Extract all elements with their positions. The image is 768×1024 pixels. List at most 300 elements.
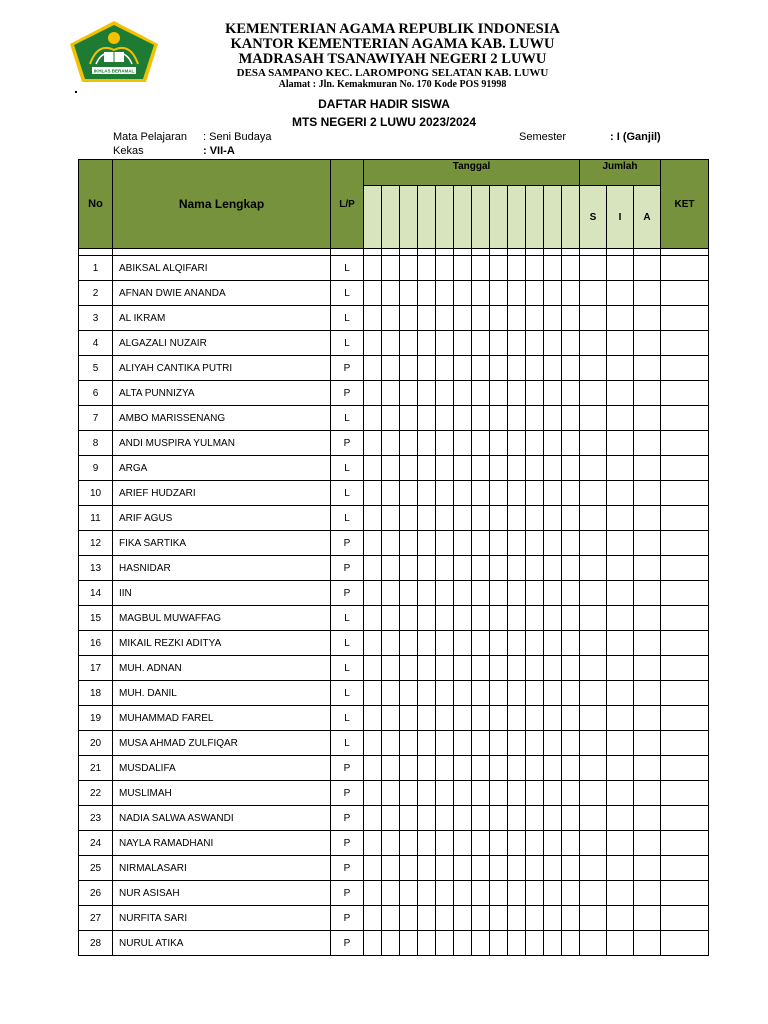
date-cell <box>562 186 580 249</box>
student-name: MUSDALIFA <box>113 756 331 781</box>
attendance-cell <box>508 706 526 731</box>
attendance-cell <box>400 456 418 481</box>
letterhead-village: DESA SAMPANO KEC. LAROMPONG SELATAN KAB. LUWU <box>236 67 549 79</box>
attendance-cell <box>364 806 382 831</box>
attendance-cell <box>382 806 400 831</box>
attendance-cell <box>472 431 490 456</box>
attendance-cell <box>418 781 436 806</box>
attendance-cell <box>436 581 454 606</box>
attendance-cell <box>544 306 562 331</box>
student-gender: L <box>331 481 364 506</box>
attendance-cell <box>400 306 418 331</box>
remark-cell <box>661 856 709 881</box>
attendance-cell <box>436 881 454 906</box>
attendance-cell <box>454 481 472 506</box>
attendance-cell <box>418 556 436 581</box>
attendance-cell <box>490 256 508 281</box>
total-cell <box>607 581 634 606</box>
attendance-cell <box>364 281 382 306</box>
attendance-cell <box>490 431 508 456</box>
total-cell <box>607 606 634 631</box>
letterhead-address: Alamat : Jln. Kemakmuran No. 170 Kode POS 91998 <box>278 79 507 90</box>
attendance-cell <box>526 831 544 856</box>
total-cell <box>634 281 661 306</box>
attendance-cell <box>472 881 490 906</box>
attendance-cell <box>364 631 382 656</box>
attendance-cell <box>544 831 562 856</box>
attendance-cell <box>400 856 418 881</box>
attendance-cell <box>364 656 382 681</box>
row-number: 9 <box>79 456 113 481</box>
total-cell <box>580 456 607 481</box>
table-row <box>79 431 709 456</box>
attendance-cell <box>472 381 490 406</box>
attendance-cell <box>526 606 544 631</box>
attendance-cell <box>508 456 526 481</box>
attendance-cell <box>400 331 418 356</box>
total-cell <box>607 431 634 456</box>
attendance-cell <box>364 756 382 781</box>
attendance-cell <box>400 906 418 931</box>
attendance-cell <box>364 906 382 931</box>
attendance-cell <box>562 331 580 356</box>
student-gender: P <box>331 756 364 781</box>
student-gender: P <box>331 781 364 806</box>
attendance-cell <box>562 531 580 556</box>
total-cell <box>580 781 607 806</box>
attendance-cell <box>562 581 580 606</box>
attendance-cell <box>544 556 562 581</box>
attendance-cell <box>490 631 508 656</box>
total-cell <box>580 706 607 731</box>
attendance-cell <box>382 631 400 656</box>
attendance-cell <box>418 306 436 331</box>
remark-cell <box>661 256 709 281</box>
total-cell <box>607 481 634 506</box>
attendance-cell <box>418 856 436 881</box>
attendance-cell <box>418 881 436 906</box>
table-row <box>79 531 709 556</box>
attendance-cell <box>562 881 580 906</box>
attendance-cell <box>400 831 418 856</box>
attendance-cell <box>562 506 580 531</box>
attendance-cell <box>436 506 454 531</box>
attendance-cell <box>364 356 382 381</box>
attendance-cell <box>400 731 418 756</box>
student-name: ANDI MUSPIRA YULMAN <box>113 431 331 456</box>
attendance-cell <box>490 281 508 306</box>
attendance-cell <box>562 306 580 331</box>
attendance-cell <box>526 306 544 331</box>
attendance-cell <box>526 756 544 781</box>
student-name: NADIA SALWA ASWANDI <box>113 806 331 831</box>
total-cell <box>607 631 634 656</box>
attendance-cell <box>418 931 436 956</box>
attendance-cell <box>454 256 472 281</box>
total-cell <box>634 381 661 406</box>
attendance-cell <box>508 481 526 506</box>
bullet-dot: . <box>74 80 78 96</box>
attendance-cell <box>490 731 508 756</box>
total-cell <box>580 406 607 431</box>
total-cell <box>607 506 634 531</box>
total-cell <box>580 356 607 381</box>
attendance-cell <box>562 456 580 481</box>
student-gender: L <box>331 281 364 306</box>
student-name: ARIEF HUDZARI <box>113 481 331 506</box>
remark-cell <box>661 506 709 531</box>
total-cell <box>634 431 661 456</box>
total-cell <box>634 706 661 731</box>
attendance-cell <box>382 506 400 531</box>
row-number: 24 <box>79 831 113 856</box>
remark-cell <box>661 581 709 606</box>
attendance-cell <box>526 531 544 556</box>
total-cell <box>607 531 634 556</box>
attendance-cell <box>436 931 454 956</box>
student-gender: P <box>331 906 364 931</box>
attendance-cell <box>454 656 472 681</box>
student-name: HASNIDAR <box>113 556 331 581</box>
attendance-cell <box>562 281 580 306</box>
attendance-cell <box>364 481 382 506</box>
attendance-cell <box>400 881 418 906</box>
attendance-cell <box>562 556 580 581</box>
student-name: NUR ASISAH <box>113 881 331 906</box>
attendance-cell <box>508 906 526 931</box>
attendance-cell <box>544 606 562 631</box>
attendance-cell <box>436 256 454 281</box>
total-cell <box>580 281 607 306</box>
date-cell <box>436 186 454 249</box>
row-number: 3 <box>79 306 113 331</box>
attendance-cell <box>526 431 544 456</box>
attendance-cell <box>454 681 472 706</box>
total-cell <box>634 556 661 581</box>
attendance-cell <box>508 756 526 781</box>
date-cell <box>526 186 544 249</box>
attendance-cell <box>508 831 526 856</box>
attendance-cell <box>562 706 580 731</box>
total-cell <box>607 406 634 431</box>
attendance-cell <box>562 731 580 756</box>
row-number: 17 <box>79 656 113 681</box>
col-header-alpa: A <box>634 186 661 249</box>
attendance-cell <box>490 806 508 831</box>
student-name: MUSA AHMAD ZULFIQAR <box>113 731 331 756</box>
total-cell <box>607 806 634 831</box>
student-gender: P <box>331 431 364 456</box>
attendance-cell <box>382 431 400 456</box>
attendance-cell <box>364 306 382 331</box>
attendance-cell <box>472 931 490 956</box>
subject-label: Mata Pelajaran <box>113 131 187 143</box>
attendance-cell <box>508 881 526 906</box>
row-number: 7 <box>79 406 113 431</box>
table-row <box>79 931 709 956</box>
attendance-cell <box>436 456 454 481</box>
attendance-cell <box>562 656 580 681</box>
attendance-cell <box>508 356 526 381</box>
total-cell <box>607 256 634 281</box>
student-gender: L <box>331 256 364 281</box>
attendance-cell <box>490 681 508 706</box>
student-name: AFNAN DWIE ANANDA <box>113 281 331 306</box>
attendance-cell <box>364 256 382 281</box>
total-cell <box>580 681 607 706</box>
total-cell <box>634 606 661 631</box>
attendance-cell <box>526 281 544 306</box>
total-cell <box>580 581 607 606</box>
attendance-cell <box>544 656 562 681</box>
attendance-cell <box>436 606 454 631</box>
attendance-cell <box>382 856 400 881</box>
attendance-cell <box>472 531 490 556</box>
attendance-cell <box>526 881 544 906</box>
table-row <box>79 256 709 281</box>
attendance-cell <box>418 731 436 756</box>
total-cell <box>607 456 634 481</box>
attendance-cell <box>364 681 382 706</box>
attendance-cell <box>418 506 436 531</box>
attendance-cell <box>400 481 418 506</box>
remark-cell <box>661 656 709 681</box>
table-row <box>79 656 709 681</box>
attendance-cell <box>472 581 490 606</box>
student-gender: P <box>331 381 364 406</box>
table-row <box>79 881 709 906</box>
remark-cell <box>661 381 709 406</box>
attendance-cell <box>454 306 472 331</box>
attendance-cell <box>400 756 418 781</box>
table-row <box>79 456 709 481</box>
attendance-cell <box>400 506 418 531</box>
attendance-cell <box>436 856 454 881</box>
attendance-cell <box>400 581 418 606</box>
row-number: 23 <box>79 806 113 831</box>
attendance-cell <box>454 381 472 406</box>
attendance-cell <box>472 656 490 681</box>
attendance-cell <box>454 606 472 631</box>
student-gender: L <box>331 331 364 356</box>
attendance-cell <box>400 381 418 406</box>
attendance-cell <box>472 281 490 306</box>
total-cell <box>607 331 634 356</box>
attendance-cell <box>472 606 490 631</box>
attendance-cell <box>418 906 436 931</box>
total-cell <box>580 806 607 831</box>
attendance-cell <box>490 856 508 881</box>
col-header-lp: L/P <box>331 160 364 249</box>
attendance-cell <box>526 356 544 381</box>
total-cell <box>607 756 634 781</box>
spacer-row <box>79 249 709 256</box>
table-row <box>79 356 709 381</box>
attendance-cell <box>418 531 436 556</box>
total-cell <box>580 906 607 931</box>
attendance-cell <box>382 831 400 856</box>
attendance-cell <box>508 556 526 581</box>
attendance-cell <box>364 606 382 631</box>
remark-cell <box>661 331 709 356</box>
attendance-cell <box>562 406 580 431</box>
table-row <box>79 506 709 531</box>
letterhead-office: KANTOR KEMENTERIAN AGAMA KAB. LUWU <box>230 36 555 52</box>
total-cell <box>607 381 634 406</box>
attendance-cell <box>562 931 580 956</box>
attendance-cell <box>418 281 436 306</box>
row-number: 27 <box>79 906 113 931</box>
total-cell <box>634 806 661 831</box>
total-cell <box>634 731 661 756</box>
attendance-cell <box>454 281 472 306</box>
attendance-cell <box>382 456 400 481</box>
attendance-cell <box>436 681 454 706</box>
student-gender: P <box>331 856 364 881</box>
total-cell <box>634 906 661 931</box>
attendance-cell <box>472 406 490 431</box>
student-name: NIRMALASARI <box>113 856 331 881</box>
remark-cell <box>661 881 709 906</box>
attendance-cell <box>508 431 526 456</box>
total-cell <box>580 656 607 681</box>
attendance-cell <box>526 406 544 431</box>
table-row <box>79 331 709 356</box>
row-number: 26 <box>79 881 113 906</box>
table-row <box>79 706 709 731</box>
student-gender: L <box>331 406 364 431</box>
table-row <box>79 906 709 931</box>
attendance-cell <box>544 531 562 556</box>
attendance-cell <box>472 631 490 656</box>
attendance-cell <box>436 381 454 406</box>
attendance-cell <box>526 506 544 531</box>
attendance-cell <box>436 806 454 831</box>
attendance-cell <box>418 456 436 481</box>
col-header-name: Nama Lengkap <box>113 160 331 249</box>
attendance-cell <box>490 356 508 381</box>
class-label: Kekas <box>113 145 144 157</box>
attendance-cell <box>472 681 490 706</box>
student-gender: L <box>331 606 364 631</box>
student-name: ALIYAH CANTIKA PUTRI <box>113 356 331 381</box>
student-name: AMBO MARISSENANG <box>113 406 331 431</box>
total-cell <box>607 556 634 581</box>
attendance-body <box>79 249 709 956</box>
attendance-cell <box>382 306 400 331</box>
attendance-cell <box>436 656 454 681</box>
attendance-cell <box>400 706 418 731</box>
attendance-cell <box>364 431 382 456</box>
student-name: MUSLIMAH <box>113 781 331 806</box>
document-subtitle: MTS NEGERI 2 LUWU 2023/2024 <box>291 115 477 129</box>
table-row <box>79 806 709 831</box>
date-cell <box>544 186 562 249</box>
attendance-cell <box>454 506 472 531</box>
remark-cell <box>661 306 709 331</box>
attendance-cell <box>454 406 472 431</box>
attendance-cell <box>382 406 400 431</box>
document-title: DAFTAR HADIR SISWA <box>318 97 450 111</box>
attendance-cell <box>490 931 508 956</box>
attendance-cell <box>436 556 454 581</box>
attendance-cell <box>418 831 436 856</box>
student-name: NURUL ATIKA <box>113 931 331 956</box>
attendance-cell <box>562 681 580 706</box>
attendance-cell <box>526 581 544 606</box>
attendance-cell <box>544 381 562 406</box>
attendance-cell <box>562 356 580 381</box>
remark-cell <box>661 906 709 931</box>
remark-cell <box>661 706 709 731</box>
attendance-cell <box>490 456 508 481</box>
row-number: 16 <box>79 631 113 656</box>
attendance-cell <box>418 431 436 456</box>
attendance-cell <box>508 806 526 831</box>
table-row <box>79 481 709 506</box>
attendance-cell <box>400 531 418 556</box>
attendance-cell <box>544 481 562 506</box>
row-number: 8 <box>79 431 113 456</box>
attendance-cell <box>544 906 562 931</box>
attendance-cell <box>526 656 544 681</box>
attendance-cell <box>418 756 436 781</box>
semester-label: Semester <box>519 131 567 143</box>
total-cell <box>607 306 634 331</box>
attendance-cell <box>436 831 454 856</box>
attendance-cell <box>490 531 508 556</box>
date-cell <box>400 186 418 249</box>
attendance-cell <box>418 581 436 606</box>
attendance-cell <box>544 806 562 831</box>
student-name: MUH. DANIL <box>113 681 331 706</box>
remark-cell <box>661 281 709 306</box>
student-gender: L <box>331 656 364 681</box>
attendance-cell <box>436 781 454 806</box>
letterhead-ministry: KEMENTERIAN AGAMA REPUBLIK INDONESIA <box>225 21 560 37</box>
student-gender: P <box>331 831 364 856</box>
attendance-cell <box>418 356 436 381</box>
attendance-cell <box>544 431 562 456</box>
attendance-cell <box>544 931 562 956</box>
student-gender: P <box>331 881 364 906</box>
remark-cell <box>661 806 709 831</box>
student-name: ARIF AGUS <box>113 506 331 531</box>
attendance-cell <box>436 706 454 731</box>
attendance-cell <box>526 781 544 806</box>
total-cell <box>607 356 634 381</box>
date-cell <box>364 186 382 249</box>
attendance-cell <box>508 931 526 956</box>
student-name: NAYLA RAMADHANI <box>113 831 331 856</box>
attendance-cell <box>382 706 400 731</box>
attendance-cell <box>418 656 436 681</box>
attendance-cell <box>562 381 580 406</box>
student-name: ALGAZALI NUZAIR <box>113 331 331 356</box>
attendance-cell <box>364 581 382 606</box>
remark-cell <box>661 606 709 631</box>
remark-cell <box>661 356 709 381</box>
table-row <box>79 831 709 856</box>
letterhead <box>175 22 610 90</box>
col-header-izin: I <box>607 186 634 249</box>
attendance-cell <box>508 531 526 556</box>
table-row <box>79 681 709 706</box>
attendance-cell <box>562 606 580 631</box>
attendance-cell <box>454 906 472 931</box>
attendance-table <box>78 159 709 956</box>
total-cell <box>607 856 634 881</box>
